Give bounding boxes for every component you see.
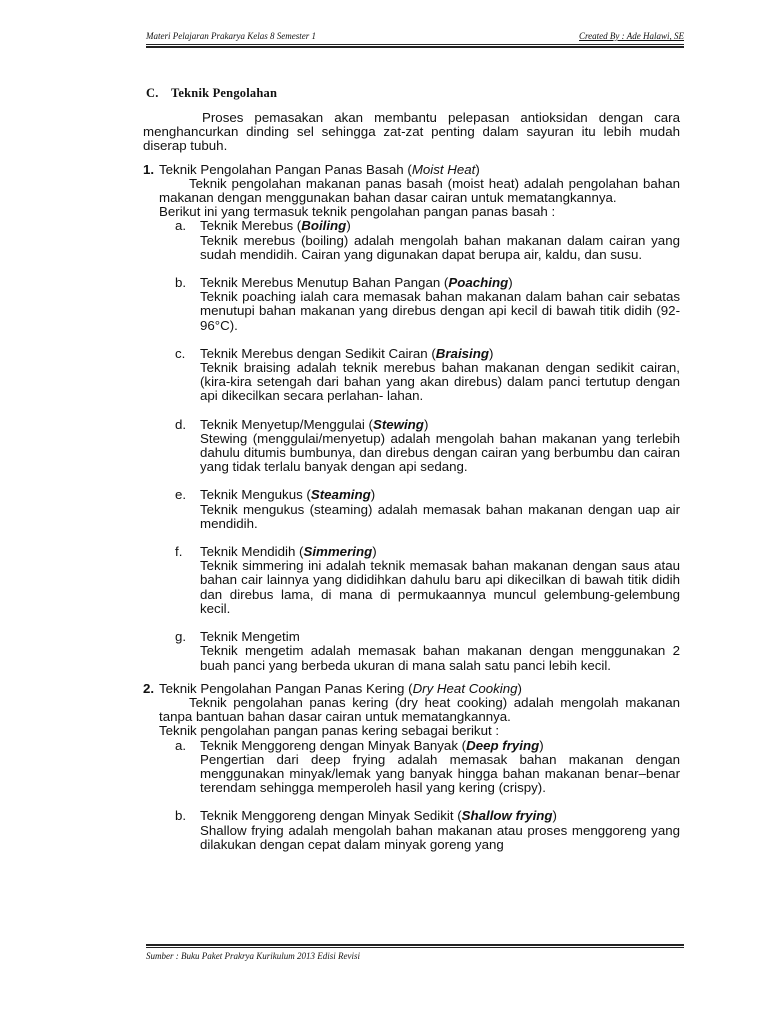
- subsection-title: [159, 163, 680, 177]
- item-title-text: Teknik Menyetup/Menggulai (: [200, 416, 373, 432]
- subsection-moist-heat: [143, 163, 680, 673]
- item-letter: g.: [175, 629, 187, 645]
- footer-divider: [146, 944, 684, 948]
- list-item: [159, 809, 680, 852]
- header-subject: Materi Pelajaran Prakarya Kelas 8 Semester 1: [146, 31, 316, 41]
- item-title-text: Teknik Menggoreng dengan Minyak Sedikit (: [200, 808, 462, 824]
- intro-paragraph: Proses pemasakan akan membantu pelepasan antioksidan dengan cara menghancurkan dinding sel sehingga zat-zat penting dalam sayuran itu lebih mudah diserap tubuh.: [143, 110, 680, 154]
- item-title-close: ): [488, 345, 494, 361]
- item-term: Deep frying: [466, 737, 540, 753]
- item-letter: d.: [175, 416, 187, 432]
- item-title: [200, 488, 680, 502]
- item-title-close: ): [539, 737, 544, 753]
- list-item: [159, 418, 680, 475]
- subsection-number: 1.: [143, 161, 155, 177]
- item-title-close: ): [346, 218, 351, 234]
- item-description: Teknik simmering ini adalah teknik memasak bahan makanan dengan saus atau bahan cair lainnya yang dididihkan dahulu baru api dikecilkan di bawah titik didih dan direbus lama, di mana di permukaannya muncul gelembung-gelembung kecil.: [200, 558, 680, 616]
- item-letter: a.: [175, 737, 187, 753]
- item-title: [200, 276, 680, 290]
- item-term: Poaching: [448, 275, 509, 291]
- page-header: [146, 28, 684, 44]
- item-description: Teknik poaching ialah cara memasak bahan makanan dalam bahan cair sebatas menutupi bahan makanan yang direbus dengan api kecil di bawah titik didih (92-96°C).: [200, 289, 680, 333]
- item-title-close: ): [372, 544, 377, 560]
- subsection-title-term: Moist Heat: [411, 161, 476, 177]
- item-term: Simmering: [303, 544, 373, 560]
- item-letter: e.: [175, 487, 187, 503]
- subsection-title-text: Teknik Pengolahan Pangan Panas Kering (: [159, 680, 413, 696]
- list-item: [159, 276, 680, 333]
- item-title: [200, 630, 680, 644]
- item-title-text: Teknik Menggoreng dengan Minyak Banyak (: [200, 737, 467, 753]
- item-term: Boiling: [301, 218, 347, 234]
- item-description: Teknik mengetim adalah memasak bahan makanan dengan menggunakan 2 buah panci yang berbeda ukuran di mana salah satu panci lebih kecil.: [200, 643, 680, 673]
- list-item: [159, 347, 680, 404]
- item-title: [200, 809, 680, 823]
- item-letter: a.: [175, 218, 187, 234]
- subsection-title: [159, 682, 680, 696]
- item-term: Shallow frying: [461, 808, 553, 824]
- item-term: Stewing: [372, 416, 424, 432]
- list-item: [159, 219, 680, 262]
- item-title: [200, 219, 680, 233]
- item-description: Teknik merebus (boiling) adalah mengolah bahan makanan dalam cairan yang sudah mendidih. Cairan yang digunakan dapat berupa air, kaldu, dan susu.: [200, 232, 680, 262]
- subsection-title-text: Teknik Pengolahan Pangan Panas Basah (: [159, 161, 412, 177]
- item-title-text: Teknik Mengukus (: [200, 487, 311, 503]
- item-description: Teknik mengukus (steaming) adalah memasak bahan makanan dengan uap air mendidih.: [200, 501, 680, 531]
- item-term: Steaming: [310, 487, 371, 503]
- subsection-number: 2.: [143, 680, 155, 696]
- footer-source: Sumber : Buku Paket Prakrya Kurikulum 2013 Edisi Revisi: [146, 951, 360, 961]
- item-description: Stewing (menggulai/menyetup) adalah mengolah bahan makanan yang terlebih dahulu ditumis bumbunya, dan direbus dengan cairan yang berbumbu dan cairan yang tidak terlalu banyak dengan api sedang.: [200, 430, 680, 475]
- item-letter: b.: [175, 808, 187, 824]
- section-letter: C.: [146, 86, 159, 100]
- item-title-text: Teknik Mengetim: [200, 629, 300, 645]
- list-item: [159, 739, 680, 796]
- subsection-description: Teknik pengolahan makanan panas basah (moist heat) adalah pengolahan bahan makanan dengan menggunakan bahan dasar cairan untuk mematangkannya.: [159, 175, 680, 206]
- technique-list: [159, 219, 680, 672]
- item-term: Braising: [435, 345, 489, 361]
- item-title: [200, 545, 680, 559]
- section-title-text: Teknik Pengolahan: [171, 86, 278, 100]
- list-item: [159, 545, 680, 616]
- item-title-text: Teknik Merebus (: [200, 218, 302, 234]
- subsection-title-term: Dry Heat Cooking: [412, 680, 518, 696]
- section-title: [146, 86, 277, 101]
- item-title-text: Teknik Merebus dengan Sedikit Cairan (: [200, 345, 436, 361]
- item-title-close: ): [370, 487, 376, 503]
- item-title-close: ): [508, 275, 513, 291]
- item-description: Teknik braising adalah teknik merebus bahan makanan dengan sedikit cairan, (kira-kira setengah dari bahan yang akan direbus) dalam panci tertutup dengan api dikecilkan secara perlahan- lahan.: [200, 360, 680, 404]
- document-body: [143, 111, 680, 852]
- item-description: Shallow frying adalah mengolah bahan makanan atau proses menggoreng yang dilakukan dengan cepat dalam minyak goreng yang: [200, 822, 680, 852]
- item-title-text: Teknik Mendidih (: [200, 544, 304, 560]
- subsection-lead: Teknik pengolahan pangan panas kering sebagai berikut :: [159, 723, 500, 739]
- item-title-text: Teknik Merebus Menutup Bahan Pangan (: [200, 275, 449, 291]
- subsection-title-close: ): [517, 680, 522, 696]
- item-letter: c.: [175, 345, 186, 361]
- item-title: [200, 347, 680, 361]
- subsection-dry-heat: [143, 682, 680, 852]
- item-title: [200, 418, 680, 432]
- item-letter: b.: [175, 275, 187, 291]
- header-divider: [146, 44, 684, 48]
- item-title-close: ): [552, 808, 557, 824]
- item-title: [200, 739, 680, 753]
- item-letter: f.: [175, 544, 183, 560]
- item-description: Pengertian dari deep frying adalah memasak bahan makanan dengan menggunakan minyak/lemak yang banyak hingga bahan makanan benar–benar terendam sehingga memperoleh hasil yang kering (crispy).: [200, 751, 680, 796]
- subsection-description: Teknik pengolahan panas kering (dry heat cooking) adalah mengolah makanan tanpa bantuan bahan dasar cairan untuk mematangkannya.: [159, 694, 680, 725]
- item-title-close: ): [423, 416, 429, 432]
- subsection-lead: Berikut ini yang termasuk teknik pengolahan pangan panas basah :: [159, 204, 556, 220]
- header-author: Created By : Ade Halawi, SE: [579, 31, 684, 41]
- technique-list: [159, 739, 680, 852]
- subsection-title-close: ): [475, 161, 480, 177]
- list-item: [159, 488, 680, 531]
- list-item: [159, 630, 680, 673]
